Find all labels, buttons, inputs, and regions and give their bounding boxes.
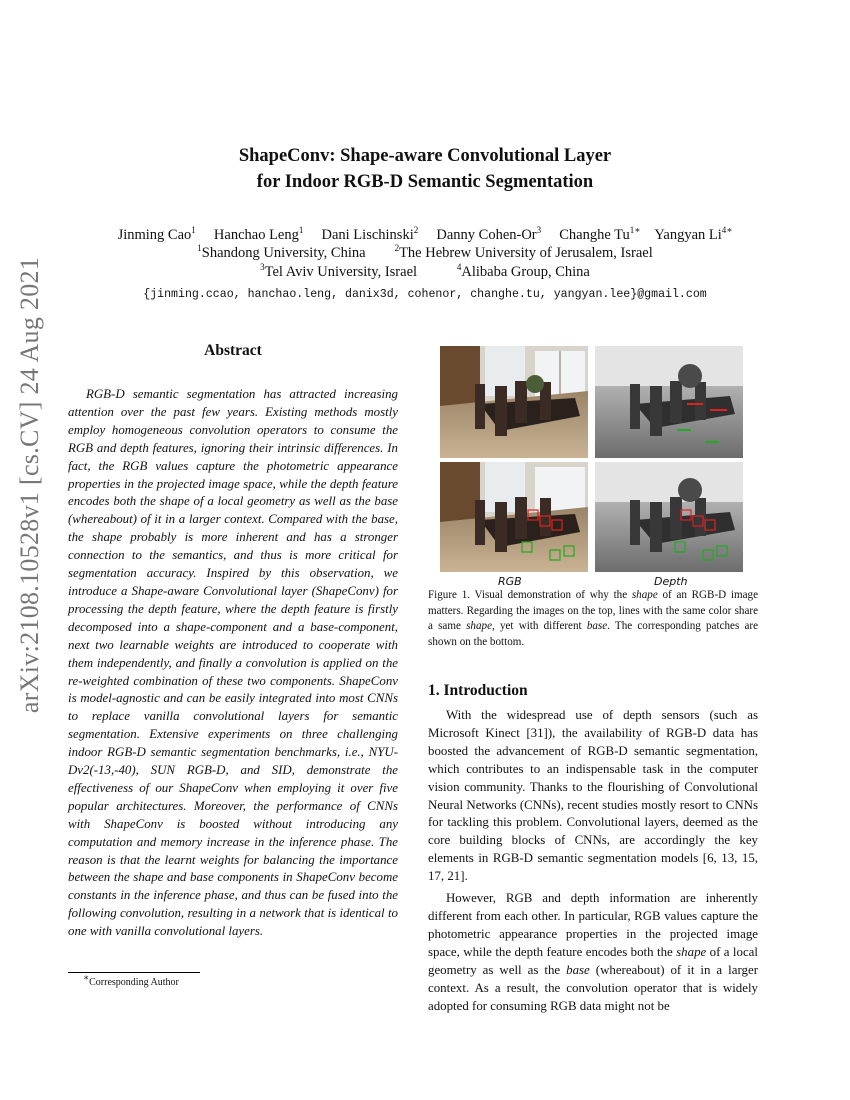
intro-body <box>428 707 758 1015</box>
intro-paragraph: With the widespread use of depth sensors (such as Microsoft Kinect [31]), the availability of RGB-D data has boosted the advancement of RGB-D semantic segmentation, which contributes to an indispensable task in the computer vision community. Thanks to the flourishing of Convolutional Neural Networks (CNNs), recent studies mostly resort to CNNs for tackling this problem. Convolutional layers, deemed as the core building blocks of CNNs, are accordingly the key elements in RGB-D semantic segmentation models [6, 13, 15, 17, 21]. <box>428 708 758 884</box>
figure-rgb-bottom <box>440 462 588 572</box>
intro-heading: 1. Introduction <box>428 682 528 699</box>
figure-rgb-top <box>440 346 588 458</box>
author: Dani Lischinski$^2$ <box>321 225 419 243</box>
affiliation: $^1$Shandong University, China <box>197 243 366 261</box>
affiliation: $^3$Tel Aviv University, Israel <box>260 262 418 280</box>
affiliation: $^2$The Hebrew University of Jerusalem, Israel <box>394 243 653 261</box>
author-list <box>0 227 850 244</box>
author-emails: {jinming.ccao, hanchao.leng, danix3d, cohenor, changhe.tu, yangyan.lee}@gmail.com <box>143 288 707 301</box>
paper-title-line1: ShapeConv: Shape-aware Convolutional Layer <box>238 146 612 166</box>
figure-depth-bottom <box>595 462 743 572</box>
footnote: ∗Corresponding Author <box>83 972 179 988</box>
intro-paragraph: However, RGB and depth information are inherently different from each other. In particular, RGB values capture the photometric appearance properties in the projected image space, while the depth feature encodes both the shape of a local geometry as well as the base (whereabout) of it in a larger context. As a result, the convolution operator that is widely adopted for consuming RGB data might not be <box>428 891 758 1013</box>
paper-title-line2: for Indoor RGB-D Semantic Segmentation <box>256 172 594 192</box>
figure-label-depth: Depth <box>654 575 688 588</box>
figure-depth-top <box>595 346 743 458</box>
author: Changhe $Tu^{1∗}$ <box>559 225 641 243</box>
author: Hanchao Leng$^1$ <box>213 225 304 243</box>
abstract-text: RGB-D semantic segmentation has attracted increasing attention over the past few years. Existing methods mostly employ homogeneous convolution operators to consume the RGB and depth features, ignoring their intrinsic differences. In fact, the RGB values capture the photometric appearance properties in the projected image space, while the depth feature encodes both the shape of a local geometry as well as the base (whereabout) of it in a larger context. Compared with the base, the shape probably is more inherent and has a stronger connection to the semantics, and thus is more critical for segmentation accuracy. Inspired by this observation, we introduce a Shape-aware Convolutional layer (ShapeConv) for processing the depth feature, where the depth feature is firstly decomposed into a shape-component and a base-component, next two learnable weights are introduced to cooperate with them independently, and finally a convolution is applied on the re-weighted combination of these two components. ShapeConv is model-agnostic and can be easily integrated into most CNNs to replace vanilla convolutional layers for semantic segmentation. Extensive experiments on three challenging indoor RGB-D semantic segmentation benchmarks, i.e., NYU-Dv2(-13,-40), SUN RGB-D, and SID, demonstrate the effectiveness of our ShapeConv when employing it over five popular architectures. Moreover, the performance of CNNs with ShapeConv is boosted without introducing any computation and memory increase in the inference phase. The reason is that the learnt weights for balancing the importance between the shape and base components in ShapeConv become constants in the inference phase, and thus can be fused into the following convolution, resulting in a network that is identical to one with vanilla convolutional layers. <box>68 387 398 939</box>
affiliation: $^4$Alibaba Group, China <box>456 262 590 280</box>
affiliations-line2 <box>0 264 850 281</box>
affiliations-line1 <box>0 245 850 262</box>
arxiv-sidebar-stamp <box>8 256 52 714</box>
author: Jinming Cao$^1$ <box>117 225 196 243</box>
figure-caption: Figure 1. Visual demonstration of why the shape of an RGB-D image matters. Regarding the images on the top, lines with the same color share a same shape, yet with different base. The corresponding patches are shown on the bottom. <box>428 589 759 648</box>
author: Danny Cohen-Or$^3$ <box>436 225 542 243</box>
abstract-heading: Abstract <box>204 342 262 359</box>
figure-label-rgb: RGB <box>498 575 522 588</box>
arxiv-id: arXiv:2108.10528v1 [cs.CV] 24 Aug 2021 <box>15 256 44 714</box>
author: Yangyan $Li^{4∗}$ <box>654 225 733 243</box>
